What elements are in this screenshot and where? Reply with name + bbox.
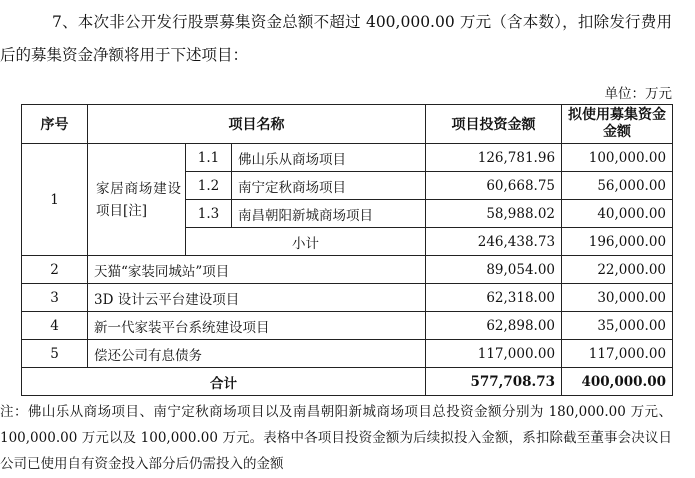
unit-label: 单位：万元 <box>604 86 672 102</box>
row-no: 2 <box>22 256 88 284</box>
row-no: 3 <box>22 284 88 312</box>
group-no: 1 <box>22 144 88 256</box>
row-name: 新一代家装平台系统建设项目 <box>88 312 426 340</box>
total-label: 合计 <box>22 368 426 396</box>
row-allocation: 22,000.00 <box>562 256 673 284</box>
header-no: 序号 <box>22 105 88 144</box>
subtotal-allocation: 196,000.00 <box>562 228 673 256</box>
table-row <box>22 256 673 284</box>
subtotal-label: 小计 <box>186 228 426 256</box>
sub-item-investment: 126,781.96 <box>426 144 562 172</box>
row-no: 5 <box>22 340 88 368</box>
row-name: 天猫“家装同城站”项目 <box>88 256 426 284</box>
row-name: 3D 设计云平台建设项目 <box>88 284 426 312</box>
total-allocation: 400,000.00 <box>562 368 673 396</box>
table-row <box>22 340 673 368</box>
subtotal-investment: 246,438.73 <box>426 228 562 256</box>
sub-item-no: 1.2 <box>186 172 232 200</box>
row-investment: 117,000.00 <box>426 340 562 368</box>
sub-item-name: 南昌朝阳新城商场项目 <box>232 200 426 228</box>
row-allocation: 30,000.00 <box>562 284 673 312</box>
row-name: 偿还公司有息债务 <box>88 340 426 368</box>
header-name: 项目名称 <box>88 105 426 144</box>
table-row <box>22 284 673 312</box>
row-investment: 62,898.00 <box>426 312 562 340</box>
sub-item-investment: 60,668.75 <box>426 172 562 200</box>
row-investment: 62,318.00 <box>426 284 562 312</box>
sub-item-allocation: 100,000.00 <box>562 144 673 172</box>
sub-item-investment: 58,988.02 <box>426 200 562 228</box>
intro-paragraph: 7、本次非公开发行股票募集资金总额不超过 400,000.00 万元（含本数），扣除发行费用后的募集资金净额将用于下述项目： <box>0 13 672 64</box>
fund-use-table <box>21 104 673 396</box>
row-allocation: 117,000.00 <box>562 340 673 368</box>
sub-item-name: 南宁定秋商场项目 <box>232 172 426 200</box>
row-allocation: 35,000.00 <box>562 312 673 340</box>
table-footnote: 注：佛山乐从商场项目、南宁定秋商场项目以及南昌朝阳新城商场项目总投资金额分别为 180,000.00 万元、100,000.00 万元以及 100,000.00 万元。表格中各项目投资金额为后续拟投入金额，系扣除截至董事会决议日公司已使用自有资金投入部分后仍需投入的金额 <box>0 404 672 472</box>
table-row <box>22 312 673 340</box>
sub-item-no: 1.3 <box>186 200 232 228</box>
table-row <box>22 144 673 172</box>
total-row <box>22 368 673 396</box>
sub-item-allocation: 40,000.00 <box>562 200 673 228</box>
row-investment: 89,054.00 <box>426 256 562 284</box>
sub-item-allocation: 56,000.00 <box>562 172 673 200</box>
sub-item-name: 佛山乐从商场项目 <box>232 144 426 172</box>
table-header-row <box>22 105 673 144</box>
header-allocation: 拟使用募集资金金额 <box>562 105 673 144</box>
sub-item-no: 1.1 <box>186 144 232 172</box>
row-no: 4 <box>22 312 88 340</box>
group-name: 家居商场建设项目[注] <box>88 144 186 256</box>
total-investment: 577,708.73 <box>426 368 562 396</box>
header-investment: 项目投资金额 <box>426 105 562 144</box>
